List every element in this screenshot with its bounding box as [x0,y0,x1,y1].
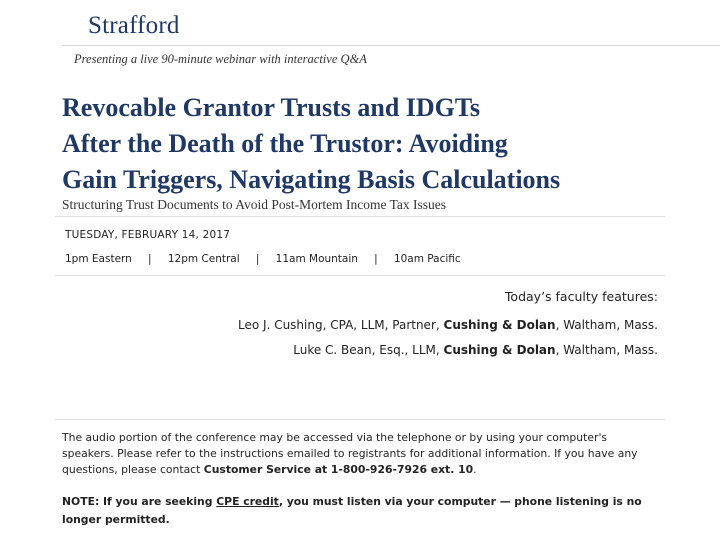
time-pacific: 10am Pacific [393,253,461,265]
webinar-title [62,90,712,198]
cpe-note-prefix: NOTE: If you are seeking [62,495,217,508]
title-line-1: Revocable Grantor Trusts and IDGTs [62,93,480,122]
webinar-tagline: Presenting a live 90-minute webinar with interactive Q&A [74,52,367,66]
faculty-member [293,343,658,357]
faculty-name: Luke C. Bean, Esq., LLM, [293,343,444,357]
divider [55,275,665,276]
divider [55,419,665,420]
title-line-3: Gain Triggers, Navigating Basis Calculations [62,165,561,194]
faculty-location: , Waltham, Mass. [555,343,658,357]
webinar-date: TUESDAY, FEBRUARY 14, 2017 [65,229,231,241]
strafford-logo: Strafford [88,12,180,39]
audio-notice [62,430,654,478]
faculty-heading: Today’s faculty features: [504,289,658,304]
webinar-times [65,253,461,265]
time-eastern: 1pm Eastern [65,253,132,265]
time-separator: | [148,253,152,265]
webinar-subtitle: Structuring Trust Documents to Avoid Post-Mortem Income Tax Issues [62,197,447,212]
time-central: 12pm Central [167,253,240,265]
customer-service-contact: Customer Service at 1-800-926-7926 ext. 10 [203,463,474,476]
time-separator: | [374,253,378,265]
time-mountain: 11am Mountain [275,253,358,265]
audio-notice-end: . [473,463,477,476]
header-divider [62,45,720,46]
faculty-name: Leo J. Cushing, CPA, LLM, Partner, [238,318,444,332]
time-separator: | [255,253,260,265]
cpe-note [62,493,654,529]
title-line-2: After the Death of the Trustor: Avoiding [62,129,508,158]
cpe-note-suffix: , you must listen via your computer — phone listening is no longer permitted. [62,495,642,526]
faculty-firm: Cushing & Dolan [443,343,556,357]
audio-notice-text: The audio portion of the conference may be accessed via the telephone or by using your computer's speakers. Please refer to the instructions emailed to registrants for additional information. If you have any questions, please contact [62,431,638,476]
faculty-firm: Cushing & Dolan [443,318,556,332]
faculty-member [238,318,658,332]
divider [55,216,665,217]
cpe-credit-link[interactable]: CPE credit [216,495,279,508]
faculty-location: , Waltham, Mass. [555,318,658,332]
